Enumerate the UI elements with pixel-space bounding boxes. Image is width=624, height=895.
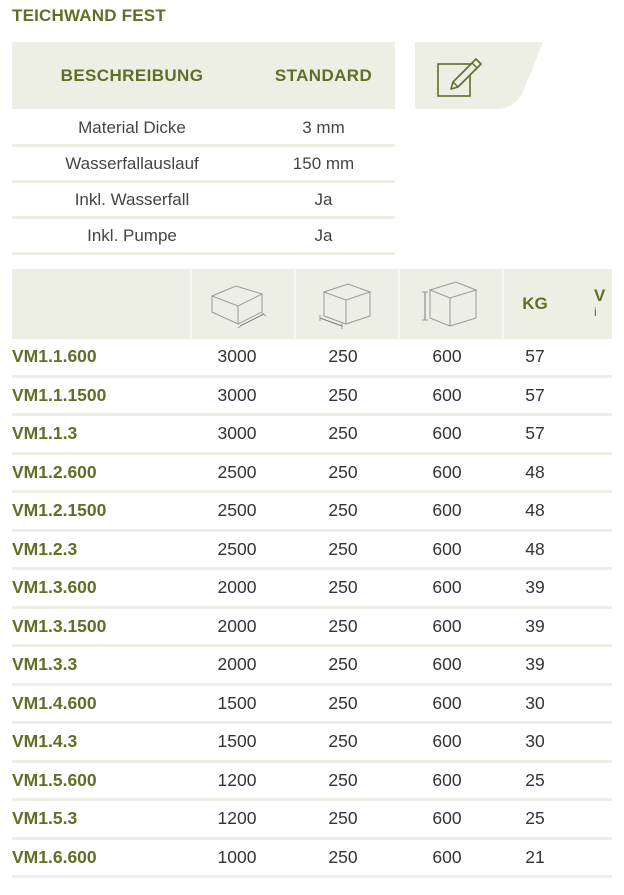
table-cell: 600 xyxy=(432,384,462,405)
edit-icon[interactable] xyxy=(435,52,485,102)
box-width-icon xyxy=(312,278,374,330)
table-cell: 250 xyxy=(328,423,358,444)
table-cell: 250 xyxy=(328,846,358,867)
table-cell: 600 xyxy=(432,731,462,752)
product-table-header xyxy=(12,269,612,339)
table-cell: 600 xyxy=(432,615,462,636)
table-cell: 250 xyxy=(328,346,358,367)
table-cell: 250 xyxy=(328,654,358,675)
table-cell: 2000 xyxy=(217,654,257,675)
page-title: TEICHWAND FEST xyxy=(12,6,166,25)
table-cell: 48 xyxy=(525,461,545,482)
product-code: VM1.2.600 xyxy=(12,461,97,482)
table-cell: 250 xyxy=(328,538,358,559)
table-row xyxy=(12,493,612,532)
height-column-header xyxy=(414,269,480,339)
table-cell: 250 xyxy=(328,615,358,636)
spec-table-header xyxy=(12,42,395,109)
width-column-header xyxy=(310,269,376,339)
table-cell: 48 xyxy=(525,538,545,559)
spec-value: Ja xyxy=(314,189,333,209)
table-cell: 2500 xyxy=(217,500,257,521)
spec-label: Wasserfallauslauf xyxy=(65,153,199,173)
table-cell: 600 xyxy=(432,808,462,829)
table-cell: 3000 xyxy=(217,423,257,444)
table-cell: 57 xyxy=(525,346,545,367)
spec-row-outlet xyxy=(12,147,395,183)
table-cell: 39 xyxy=(525,577,545,598)
spec-value: 3 mm xyxy=(302,117,345,137)
table-row xyxy=(12,378,612,417)
table-cell: 250 xyxy=(328,769,358,790)
table-cell: 3000 xyxy=(217,384,257,405)
table-cell: 2000 xyxy=(217,577,257,598)
table-cell: 600 xyxy=(432,461,462,482)
table-cell: 1500 xyxy=(217,692,257,713)
table-row xyxy=(12,532,612,571)
table-cell: 600 xyxy=(432,538,462,559)
table-row xyxy=(12,570,612,609)
table-cell: 1200 xyxy=(217,808,257,829)
table-cell: 600 xyxy=(432,692,462,713)
table-cell: 600 xyxy=(432,500,462,521)
table-cell: 600 xyxy=(432,346,462,367)
length-column-header xyxy=(204,269,270,339)
table-cell: 250 xyxy=(328,808,358,829)
box-height-icon xyxy=(416,278,478,330)
spec-table xyxy=(12,42,395,255)
spec-row-pump xyxy=(12,219,395,255)
table-row xyxy=(12,840,612,879)
table-cell: 30 xyxy=(525,731,545,752)
product-code: VM1.3.3 xyxy=(12,654,78,675)
product-table xyxy=(12,269,612,878)
table-cell: 250 xyxy=(328,384,358,405)
product-code: VM1.2.3 xyxy=(12,538,78,559)
table-cell: 1000 xyxy=(217,846,257,867)
table-row xyxy=(12,686,612,725)
table-cell: 39 xyxy=(525,615,545,636)
spec-value: Ja xyxy=(314,225,333,245)
table-row xyxy=(12,763,612,802)
table-row xyxy=(12,724,612,763)
table-cell: 1200 xyxy=(217,769,257,790)
product-code: VM1.1.3 xyxy=(12,423,78,444)
table-cell: 250 xyxy=(328,731,358,752)
table-row xyxy=(12,609,612,648)
table-cell: 21 xyxy=(525,846,545,867)
table-cell: 1500 xyxy=(217,731,257,752)
product-code: VM1.5.600 xyxy=(12,769,97,790)
spec-row-waterfall xyxy=(12,183,395,219)
table-row xyxy=(12,801,612,840)
product-code: VM1.5.3 xyxy=(12,808,78,829)
table-cell: 250 xyxy=(328,461,358,482)
table-cell: 600 xyxy=(432,846,462,867)
product-code: VM1.2.1500 xyxy=(12,500,107,521)
spec-label: Inkl. Wasserfall xyxy=(74,189,190,209)
table-cell: 250 xyxy=(328,577,358,598)
table-cell: 3000 xyxy=(217,346,257,367)
table-cell: 600 xyxy=(432,423,462,444)
product-code: VM1.1.600 xyxy=(12,346,97,367)
box-length-icon xyxy=(206,278,268,330)
edit-tab[interactable] xyxy=(415,42,543,109)
spec-header-standard: STANDARD xyxy=(274,65,373,85)
table-cell: 250 xyxy=(328,500,358,521)
table-row xyxy=(12,339,612,378)
product-code: VM1.3.1500 xyxy=(12,615,107,636)
product-code: VM1.3.600 xyxy=(12,577,97,598)
table-cell: 25 xyxy=(525,808,545,829)
truncated-column-header: V i xyxy=(594,286,606,319)
spec-label: Inkl. Pumpe xyxy=(87,225,177,245)
table-cell: 25 xyxy=(525,769,545,790)
product-code: VM1.6.600 xyxy=(12,846,97,867)
table-cell: 57 xyxy=(525,384,545,405)
product-code: VM1.4.600 xyxy=(12,692,97,713)
kg-column-header: KG xyxy=(522,294,548,313)
table-cell: 2500 xyxy=(217,538,257,559)
table-cell: 30 xyxy=(525,692,545,713)
product-code: VM1.4.3 xyxy=(12,731,78,752)
product-table-body xyxy=(12,339,612,878)
table-cell: 2500 xyxy=(217,461,257,482)
table-cell: 57 xyxy=(525,423,545,444)
spec-row-material xyxy=(12,111,395,147)
spec-label: Material Dicke xyxy=(78,117,186,137)
product-code: VM1.1.1500 xyxy=(12,384,107,405)
table-row xyxy=(12,455,612,494)
table-cell: 250 xyxy=(328,692,358,713)
spec-header-description: BESCHREIBUNG xyxy=(60,65,204,85)
table-row xyxy=(12,416,612,455)
table-cell: 39 xyxy=(525,654,545,675)
table-cell: 2000 xyxy=(217,615,257,636)
table-cell: 600 xyxy=(432,577,462,598)
spec-value: 150 mm xyxy=(292,153,355,173)
table-row xyxy=(12,647,612,686)
table-cell: 600 xyxy=(432,769,462,790)
table-cell: 600 xyxy=(432,654,462,675)
table-cell: 48 xyxy=(525,500,545,521)
